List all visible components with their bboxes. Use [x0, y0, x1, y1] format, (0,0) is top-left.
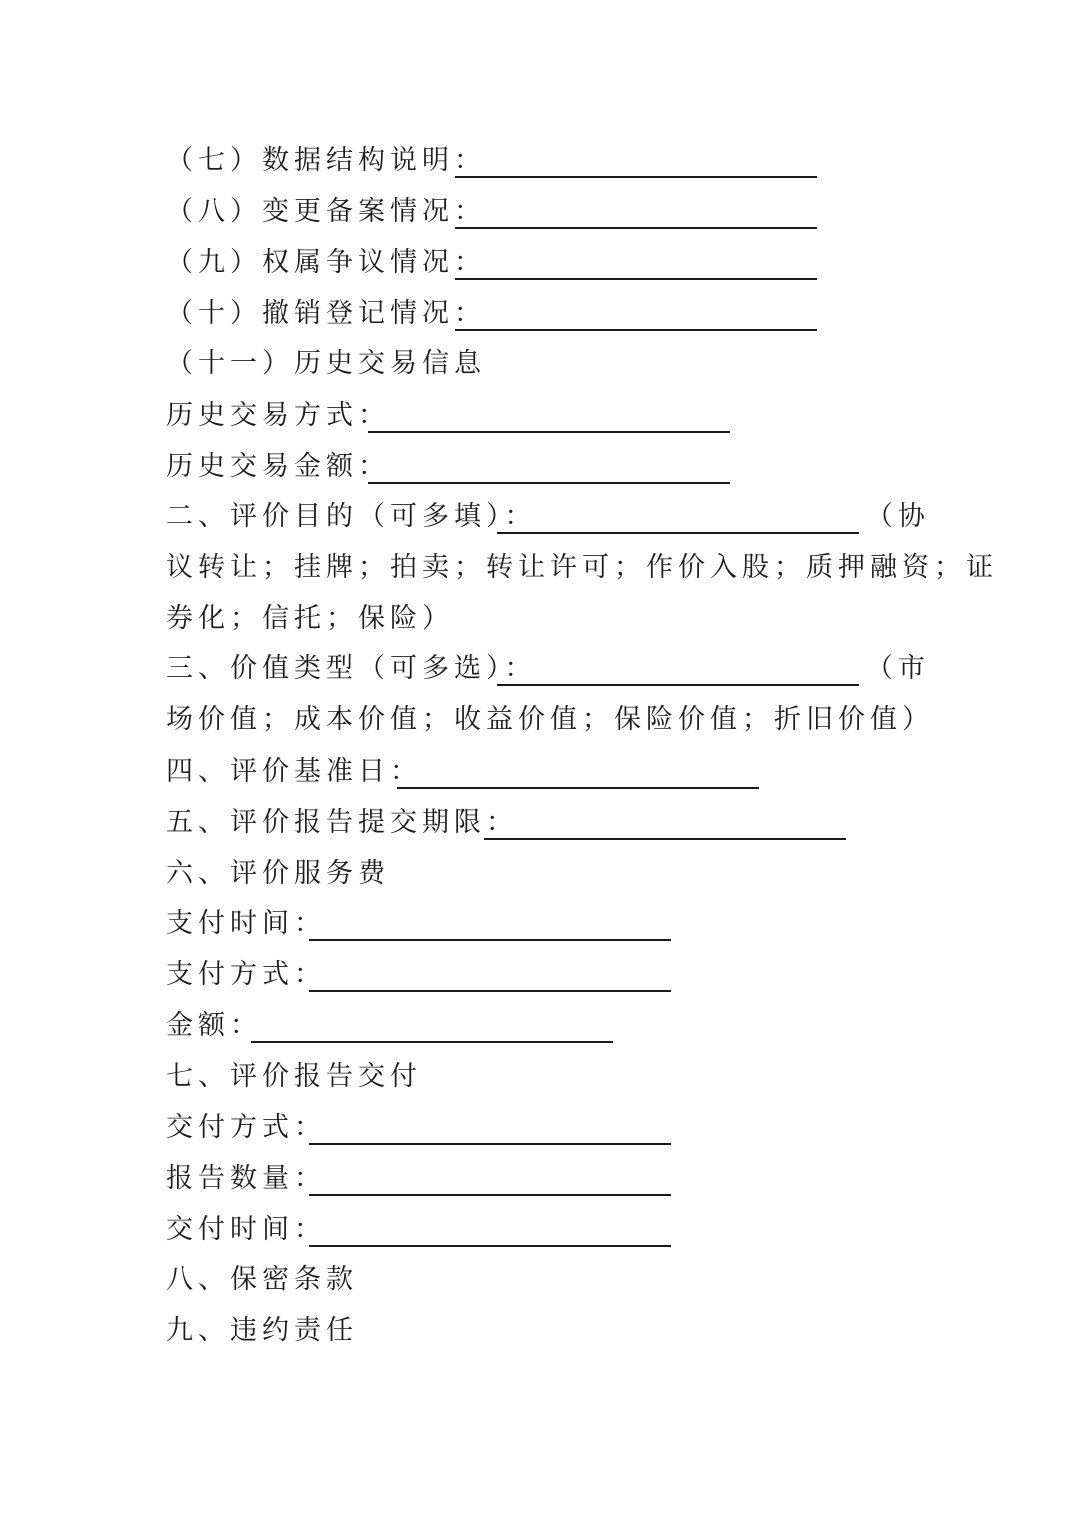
item-8-blank-field[interactable] — [455, 189, 817, 229]
pay-method-label: 支付方式： — [166, 959, 326, 990]
item-9-label: （九）权属争议情况： — [166, 247, 486, 278]
item-7-blank-field[interactable] — [455, 138, 817, 178]
item-7-label: （七）数据结构说明： — [166, 145, 486, 176]
section-3-blank-field[interactable] — [497, 646, 859, 686]
item-10-label: （十）撤销登记情况： — [166, 298, 486, 329]
section-6-heading: 六、评价服务费 — [166, 858, 390, 889]
item-11-heading: （十一）历史交易信息 — [166, 348, 486, 379]
item-10-blank-field[interactable] — [455, 291, 817, 331]
section-2-options-line-2: 议转让；挂牌；拍卖；转让许可；作价入股；质押融资；证 — [166, 552, 998, 583]
history-amount-blank-field[interactable] — [368, 444, 730, 484]
section-3-options-open: （市 — [866, 653, 930, 684]
pay-time-blank-field[interactable] — [309, 901, 671, 941]
pay-method-blank-field[interactable] — [309, 952, 671, 992]
history-method-label: 历史交易方式： — [166, 400, 390, 431]
section-2-label: 二、评价目的（可多填）： — [166, 501, 537, 532]
item-9-blank-field[interactable] — [455, 240, 817, 280]
report-count-label: 报告数量： — [166, 1163, 326, 1194]
amount-blank-field[interactable] — [251, 1003, 613, 1043]
section-3-label: 三、价值类型（可多选）： — [166, 653, 537, 684]
report-count-blank-field[interactable] — [309, 1156, 671, 1196]
item-8-label: （八）变更备案情况： — [166, 196, 486, 227]
amount-label: 金额： — [166, 1010, 262, 1041]
section-2-blank-field[interactable] — [497, 494, 859, 534]
section-7-heading: 七、评价报告交付 — [166, 1061, 422, 1092]
section-5-label: 五、评价报告提交期限： — [166, 807, 518, 838]
section-8-heading: 八、保密条款 — [166, 1264, 358, 1295]
pay-time-label: 支付时间： — [166, 908, 326, 939]
delivery-method-label: 交付方式： — [166, 1112, 326, 1143]
section-4-label: 四、评价基准日： — [166, 756, 422, 787]
delivery-time-label: 交付时间： — [166, 1214, 326, 1245]
section-5-blank-field[interactable] — [484, 800, 846, 840]
section-3-options-line-2: 场价值；成本价值；收益价值；保险价值；折旧价值） — [166, 704, 934, 735]
delivery-time-blank-field[interactable] — [309, 1207, 671, 1247]
section-4-blank-field[interactable] — [397, 749, 759, 789]
section-2-options-open: （协 — [866, 501, 930, 532]
history-amount-label: 历史交易金额： — [166, 451, 390, 482]
history-method-blank-field[interactable] — [368, 393, 730, 433]
section-2-options-line-3: 券化；信托；保险） — [166, 603, 454, 634]
delivery-method-blank-field[interactable] — [309, 1105, 671, 1145]
section-9-heading: 九、违约责任 — [166, 1315, 358, 1346]
